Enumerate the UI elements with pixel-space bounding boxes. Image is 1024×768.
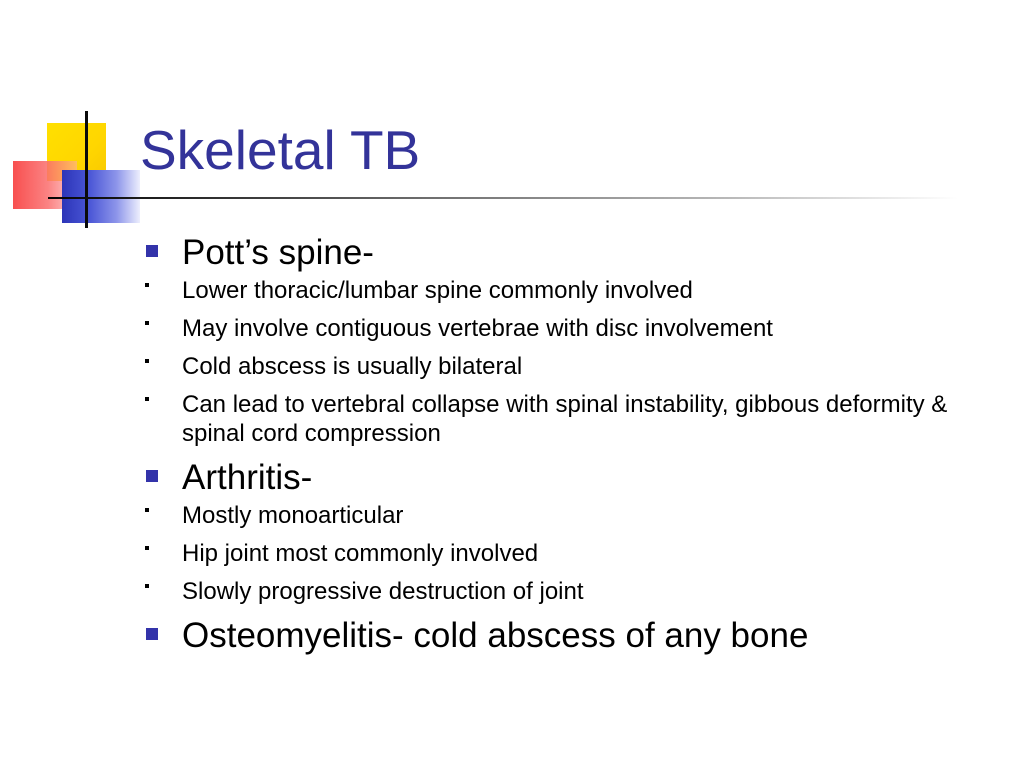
square-bullet-icon [146,470,158,482]
decorative-vertical-line [85,111,88,228]
sub-bullet-text: Lower thoracic/lumbar spine commonly involved [182,277,693,304]
small-square-bullet-icon [145,283,149,287]
sub-bullet-text: Hip joint most commonly involved [182,540,539,567]
sub-bullet-item [142,390,1002,448]
sub-bullet-text: May involve contiguous vertebrae with disc involvement [182,315,773,342]
sub-bullet-item [142,501,1002,530]
bullet-text: Osteomyelitis- cold abscess of any bone [182,616,809,655]
sub-bullet-item [142,314,1002,343]
title-underline [48,197,958,199]
bullet-item-potts-spine [142,232,1002,274]
sub-bullet-item [142,352,1002,381]
small-square-bullet-icon [145,359,149,363]
sub-bullet-text: Cold abscess is usually bilateral [182,353,523,380]
sub-bullet-text: Slowly progressive destruction of joint [182,578,584,605]
bullet-item-osteomyelitis [142,615,1002,657]
square-bullet-icon [146,628,158,640]
small-square-bullet-icon [145,397,149,401]
sub-bullet-text: Can lead to vertebral collapse with spinal instability, gibbous deformity & spinal cord compression [182,391,948,447]
small-square-bullet-icon [145,321,149,325]
small-square-bullet-icon [145,546,149,550]
sub-bullet-item [142,276,1002,305]
slide-title: Skeletal TB [140,119,421,181]
bullet-item-arthritis [142,457,1002,499]
bullet-list [142,226,1002,659]
square-bullet-icon [146,245,158,257]
bullet-text: Arthritis- [182,458,313,497]
bullet-text: Pott’s spine- [182,233,374,272]
sub-bullet-item [142,577,1002,606]
sub-bullet-text: Mostly monoarticular [182,502,404,529]
small-square-bullet-icon [145,584,149,588]
small-square-bullet-icon [145,508,149,512]
sub-bullet-item [142,539,1002,568]
